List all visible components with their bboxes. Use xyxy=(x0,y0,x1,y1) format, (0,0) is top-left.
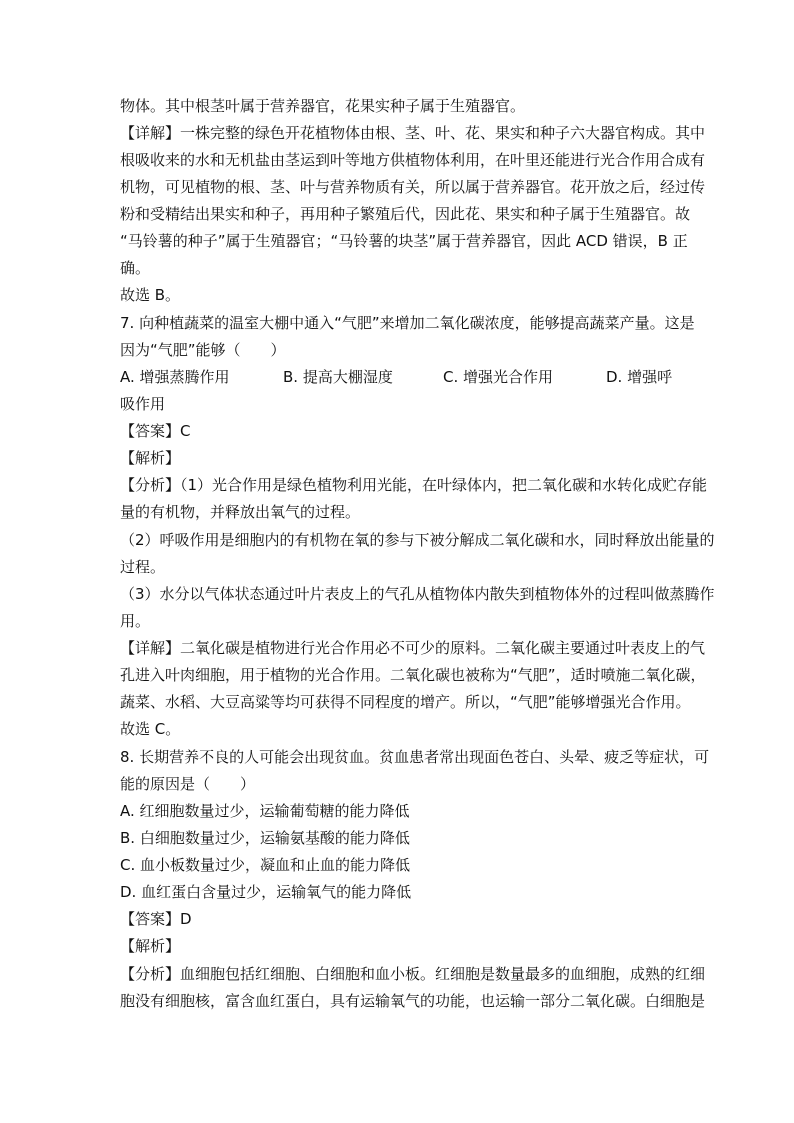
text-line: 蔬菜、水稻、大豆高粱等均可获得不同程度的增产。所以，“气肥”能够增强光合作用。 xyxy=(120,693,691,711)
text-line: 孔进入叶肉细胞，用于植物的光合作用。二氧化碳也被称为“气肥”，适时喷施二氧化碳， xyxy=(120,666,706,684)
q7-option-c: C. 增强光合作用 xyxy=(443,368,554,386)
text-line: 故选 B。 xyxy=(120,286,181,304)
text-line: （2）呼吸作用是细胞内的有机物在氧的参与下被分解成二氧化碳和水，同时释放出能量的 xyxy=(120,531,715,549)
answer-label: 【答案】D xyxy=(120,910,192,928)
text-line: 用。 xyxy=(120,612,151,630)
text-line: 机物，可见植物的根、茎、叶与营养物质有关，所以属于营养器官。花开放之后，经过传 xyxy=(120,178,706,196)
text-line: 量的有机物，并释放出氧气的过程。 xyxy=(120,503,361,521)
text-line: （3）水分以气体状态通过叶片表皮上的气孔从植物体内散失到植物体外的过程叫做蒸腾作 xyxy=(120,585,715,603)
text-line: 【详解】二氧化碳是植物进行光合作用必不可少的原料。二氧化碳主要通过叶表皮上的气 xyxy=(120,639,706,657)
answer-label: 【答案】C xyxy=(120,422,191,440)
q8-option-b: B. 白细胞数量过少，运输氨基酸的能力降低 xyxy=(120,829,410,847)
text-line: 【分析】（1）光合作用是绿色植物利用光能，在叶绿体内，把二氧化碳和水转化成贮存能 xyxy=(120,476,708,494)
text-line: 【详解】一株完整的绿色开花植物体由根、茎、叶、花、果实和种子六大器官构成。其中 xyxy=(120,124,706,142)
q7-option-b: B. 提高大棚湿度 xyxy=(283,368,393,386)
text-line: “马铃薯的种子”属于生殖器官；“马铃薯的块茎”属于营养器官，因此 ACD 错误，B 正 xyxy=(120,232,688,250)
text-line: 粉和受精结出果实和种子，再用种子繁殖后代，因此花、果实和种子属于生殖器官。故 xyxy=(120,205,691,223)
text-line: 确。 xyxy=(120,259,151,277)
text-line: 吸作用 xyxy=(120,395,166,413)
q7-option-d: D. 增强呼 xyxy=(606,368,673,386)
question-7-stem: 7. 向种植蔬菜的温室大棚中通入“气肥”来增加二氧化碳浓度，能够提高蔬菜产量。这是 xyxy=(120,314,695,332)
text-line: 物体。其中根茎叶属于营养器官，花果实种子属于生殖器官。 xyxy=(120,97,526,115)
text-line: 【分析】血细胞包括红细胞、白细胞和血小板。红细胞是数量最多的血细胞，成熟的红细 xyxy=(120,965,706,983)
q8-option-d: D. 血红蛋白含量过少，运输氧气的能力降低 xyxy=(120,883,412,901)
text-line: 故选 C。 xyxy=(120,720,181,738)
analysis-label: 【解析】 xyxy=(120,937,181,955)
q8-option-c: C. 血小板数量过少，凝血和止血的能力降低 xyxy=(120,856,411,874)
q8-option-a: A. 红细胞数量过少，运输葡萄糖的能力降低 xyxy=(120,802,410,820)
q7-option-a: A. 增强蒸腾作用 xyxy=(120,368,230,386)
question-8-stem: 8. 长期营养不良的人可能会出现贫血。贫血患者常出现面色苍白、头晕、疲乏等症状，可 xyxy=(120,748,710,766)
text-line: 胞没有细胞核，富含血红蛋白，具有运输氧气的功能，也运输一部分二氧化碳。白细胞是 xyxy=(120,992,706,1010)
question-7-stem: 因为“气肥”能够（ ） xyxy=(120,341,286,359)
text-line: 根吸收来的水和无机盐由茎运到叶等地方供植物体利用，在叶里还能进行光合作用合成有 xyxy=(120,151,706,169)
text-line: 过程。 xyxy=(120,558,166,576)
analysis-label: 【解析】 xyxy=(120,449,181,467)
question-8-stem: 能的原因是（ ） xyxy=(120,775,256,793)
